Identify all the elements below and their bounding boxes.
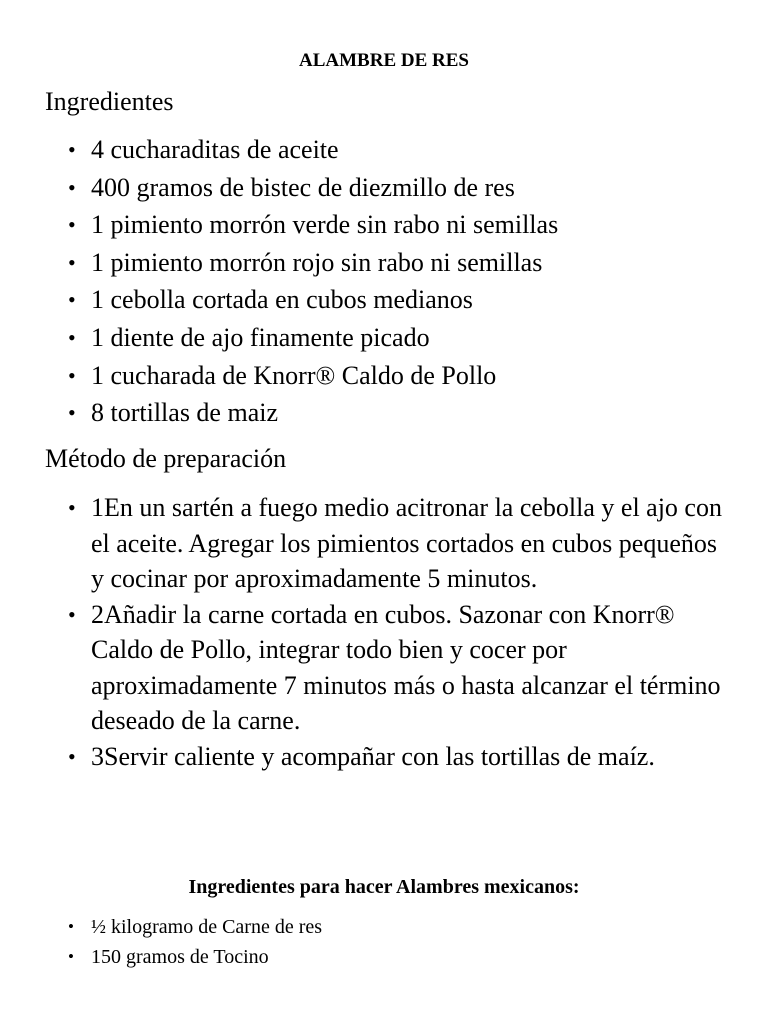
bullet-icon: • [68, 947, 74, 966]
bullet-icon: • [68, 137, 76, 162]
method-step-text: 3Servir caliente y acompañar con las tortillas de maíz. [91, 741, 655, 771]
list-item [0, 131, 558, 169]
second-ingredients-list [0, 912, 322, 972]
list-item [0, 394, 558, 432]
ingredient-text: 1 pimiento morrón rojo sin rabo ni semillas [91, 247, 543, 277]
method-step-text: 2Añadir la carne cortada en cubos. Sazonar con Knorr® Caldo de Pollo, integrar todo bien y cocer por aproximadamente 7 minutos más o hasta alcanzar el término deseado de la carne. [91, 599, 721, 735]
ingredient-text: 400 gramos de bistec de diezmillo de res [91, 172, 515, 202]
list-item [0, 206, 558, 244]
list-item [0, 281, 558, 319]
ingredient-text: 1 pimiento morrón verde sin rabo ni semillas [91, 210, 559, 240]
method-step-text: 1En un sartén a fuego medio acitronar la cebolla y el ajo con el aceite. Agregar los pimientos cortados en cubos pequeños y cocinar por aproximadamente 5 minutos. [91, 493, 722, 593]
method-heading: Método de preparación [45, 444, 287, 473]
ingredients-heading: Ingredientes [45, 87, 174, 116]
bullet-icon: • [68, 174, 76, 200]
list-item [0, 357, 558, 395]
list-item [0, 942, 322, 972]
section-subtitle: Ingredientes para hacer Alambres mexicanos: [188, 876, 580, 898]
list-item [0, 244, 558, 282]
ingredient-text: 8 tortillas de maiz [91, 398, 279, 428]
bullet-icon: • [68, 249, 76, 275]
ingredient-text: 1 cucharada de Knorr® Caldo de Pollo [91, 360, 497, 390]
bullet-icon: • [68, 400, 76, 426]
ingredient-text: ½ kilogramo de Carne de res [91, 916, 323, 938]
list-item [0, 319, 558, 357]
bullet-icon: • [68, 495, 76, 520]
list-item [0, 739, 731, 775]
bullet-icon: • [68, 743, 76, 769]
ingredients-list [0, 131, 558, 432]
ingredient-text: 4 cucharaditas de aceite [91, 135, 339, 164]
list-item [0, 169, 558, 207]
recipe-title: ALAMBRE DE RES [299, 50, 469, 71]
list-item [0, 490, 731, 597]
ingredient-text: 1 diente de ajo finamente picado [91, 322, 430, 352]
list-item [0, 597, 731, 739]
list-item [0, 912, 322, 942]
ingredient-text: 1 cebolla cortada en cubos medianos [91, 285, 473, 315]
bullet-icon: • [68, 324, 76, 350]
method-list [0, 490, 731, 774]
bullet-icon: • [68, 212, 76, 238]
ingredient-text: 150 gramos de Tocino [91, 946, 269, 968]
bullet-icon: • [68, 362, 76, 388]
bullet-icon: • [68, 917, 74, 936]
bullet-icon: • [68, 287, 76, 313]
bullet-icon: • [68, 601, 76, 627]
